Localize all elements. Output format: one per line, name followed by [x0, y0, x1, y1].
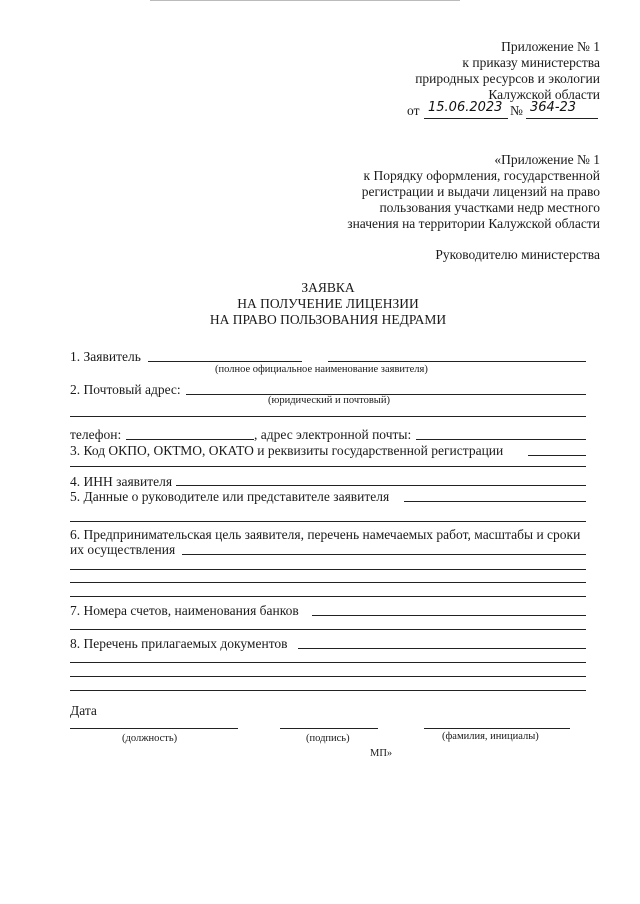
- field-documents-line[interactable]: [298, 648, 586, 649]
- field-email-label: , адрес электронной почты:: [254, 427, 412, 442]
- scan-edge: [150, 0, 460, 1]
- field-address-line2[interactable]: [70, 416, 586, 417]
- field-email-line[interactable]: [416, 439, 586, 440]
- field-phone-line[interactable]: [126, 439, 254, 440]
- order-date-handwritten: 15.06.2023: [428, 100, 503, 115]
- field-phone-label: телефон:: [70, 427, 122, 442]
- field-head-line2[interactable]: [70, 521, 586, 522]
- field-head-line[interactable]: [404, 501, 586, 502]
- appendix-order-line4: Калужской области: [488, 87, 600, 102]
- order-number-handwritten: 364-23: [530, 100, 577, 115]
- title-line2: НА ПОЛУЧЕНИЕ ЛИЦЕНЗИИ: [237, 296, 419, 311]
- field-codes-line2[interactable]: [70, 466, 586, 467]
- field-purpose-line2[interactable]: [70, 569, 586, 570]
- order-number-underline: [526, 118, 598, 119]
- field-accounts-label: 7. Номера счетов, наименования банков: [70, 603, 299, 618]
- field-codes-label: 3. Код ОКПО, ОКТМО, ОКАТО и реквизиты государственной регистрации: [70, 443, 504, 458]
- field-documents-line3[interactable]: [70, 676, 586, 677]
- field-inn-line[interactable]: [176, 485, 586, 486]
- position-hint: (должность): [122, 733, 178, 744]
- field-applicant-line-a[interactable]: [148, 361, 302, 362]
- field-purpose-line4[interactable]: [70, 596, 586, 597]
- title-line3: НА ПРАВО ПОЛЬЗОВАНИЯ НЕДРАМИ: [209, 312, 447, 327]
- field-purpose-line3[interactable]: [70, 582, 586, 583]
- full-name-hint: (фамилия, инициалы): [442, 731, 539, 742]
- field-head-label: 5. Данные о руководителе или представителе заявителя: [70, 489, 390, 504]
- field-inn-label: 4. ИНН заявителя: [70, 474, 173, 489]
- field-purpose-label-1: 6. Предпринимательская цель заявителя, перечень намечаемых работ, масштабы и сроки: [70, 527, 581, 542]
- stamp-label: МП»: [370, 748, 393, 759]
- field-documents-line2[interactable]: [70, 662, 586, 663]
- field-purpose-label-2: их осуществления: [70, 542, 176, 557]
- appendix-procedure-line3: регистрации и выдачи лицензий на право: [361, 184, 600, 199]
- appendix-procedure-line2: к Порядку оформления, государственной: [363, 168, 600, 183]
- field-applicant-hint: (полное официальное наименование заявителя): [215, 364, 428, 375]
- appendix-procedure-line5: значения на территории Калужской области: [347, 216, 600, 231]
- signature-line[interactable]: [280, 728, 378, 729]
- order-date-underline: [424, 118, 508, 119]
- field-codes-line[interactable]: [528, 455, 586, 456]
- title-line1: ЗАЯВКА: [301, 280, 355, 295]
- field-accounts-line2[interactable]: [70, 629, 586, 630]
- field-documents-label: 8. Перечень прилагаемых документов: [70, 636, 288, 651]
- appendix-order-line2: к приказу министерства: [462, 55, 600, 70]
- order-number-label: №: [510, 103, 523, 118]
- order-from-label: от: [407, 103, 420, 118]
- appendix-procedure-line1: «Приложение № 1: [494, 152, 600, 167]
- full-name-line[interactable]: [424, 728, 570, 729]
- field-purpose-line1[interactable]: [182, 554, 586, 555]
- date-label: Дата: [70, 703, 97, 718]
- addressee: Руководителю министерства: [435, 247, 600, 262]
- signature-hint: (подпись): [306, 733, 350, 744]
- field-address-label: 2. Почтовый адрес:: [70, 382, 181, 397]
- field-applicant-label: 1. Заявитель: [70, 349, 141, 364]
- appendix-procedure-line4: пользования участками недр местного: [379, 200, 600, 215]
- field-address-hint: (юридический и почтовый): [268, 395, 390, 406]
- field-documents-line4[interactable]: [70, 690, 586, 691]
- appendix-order-line1: Приложение № 1: [501, 39, 600, 54]
- position-line[interactable]: [70, 728, 238, 729]
- field-accounts-line[interactable]: [312, 615, 586, 616]
- appendix-order-line3: природных ресурсов и экологии: [415, 71, 600, 86]
- field-applicant-line-b[interactable]: [328, 361, 586, 362]
